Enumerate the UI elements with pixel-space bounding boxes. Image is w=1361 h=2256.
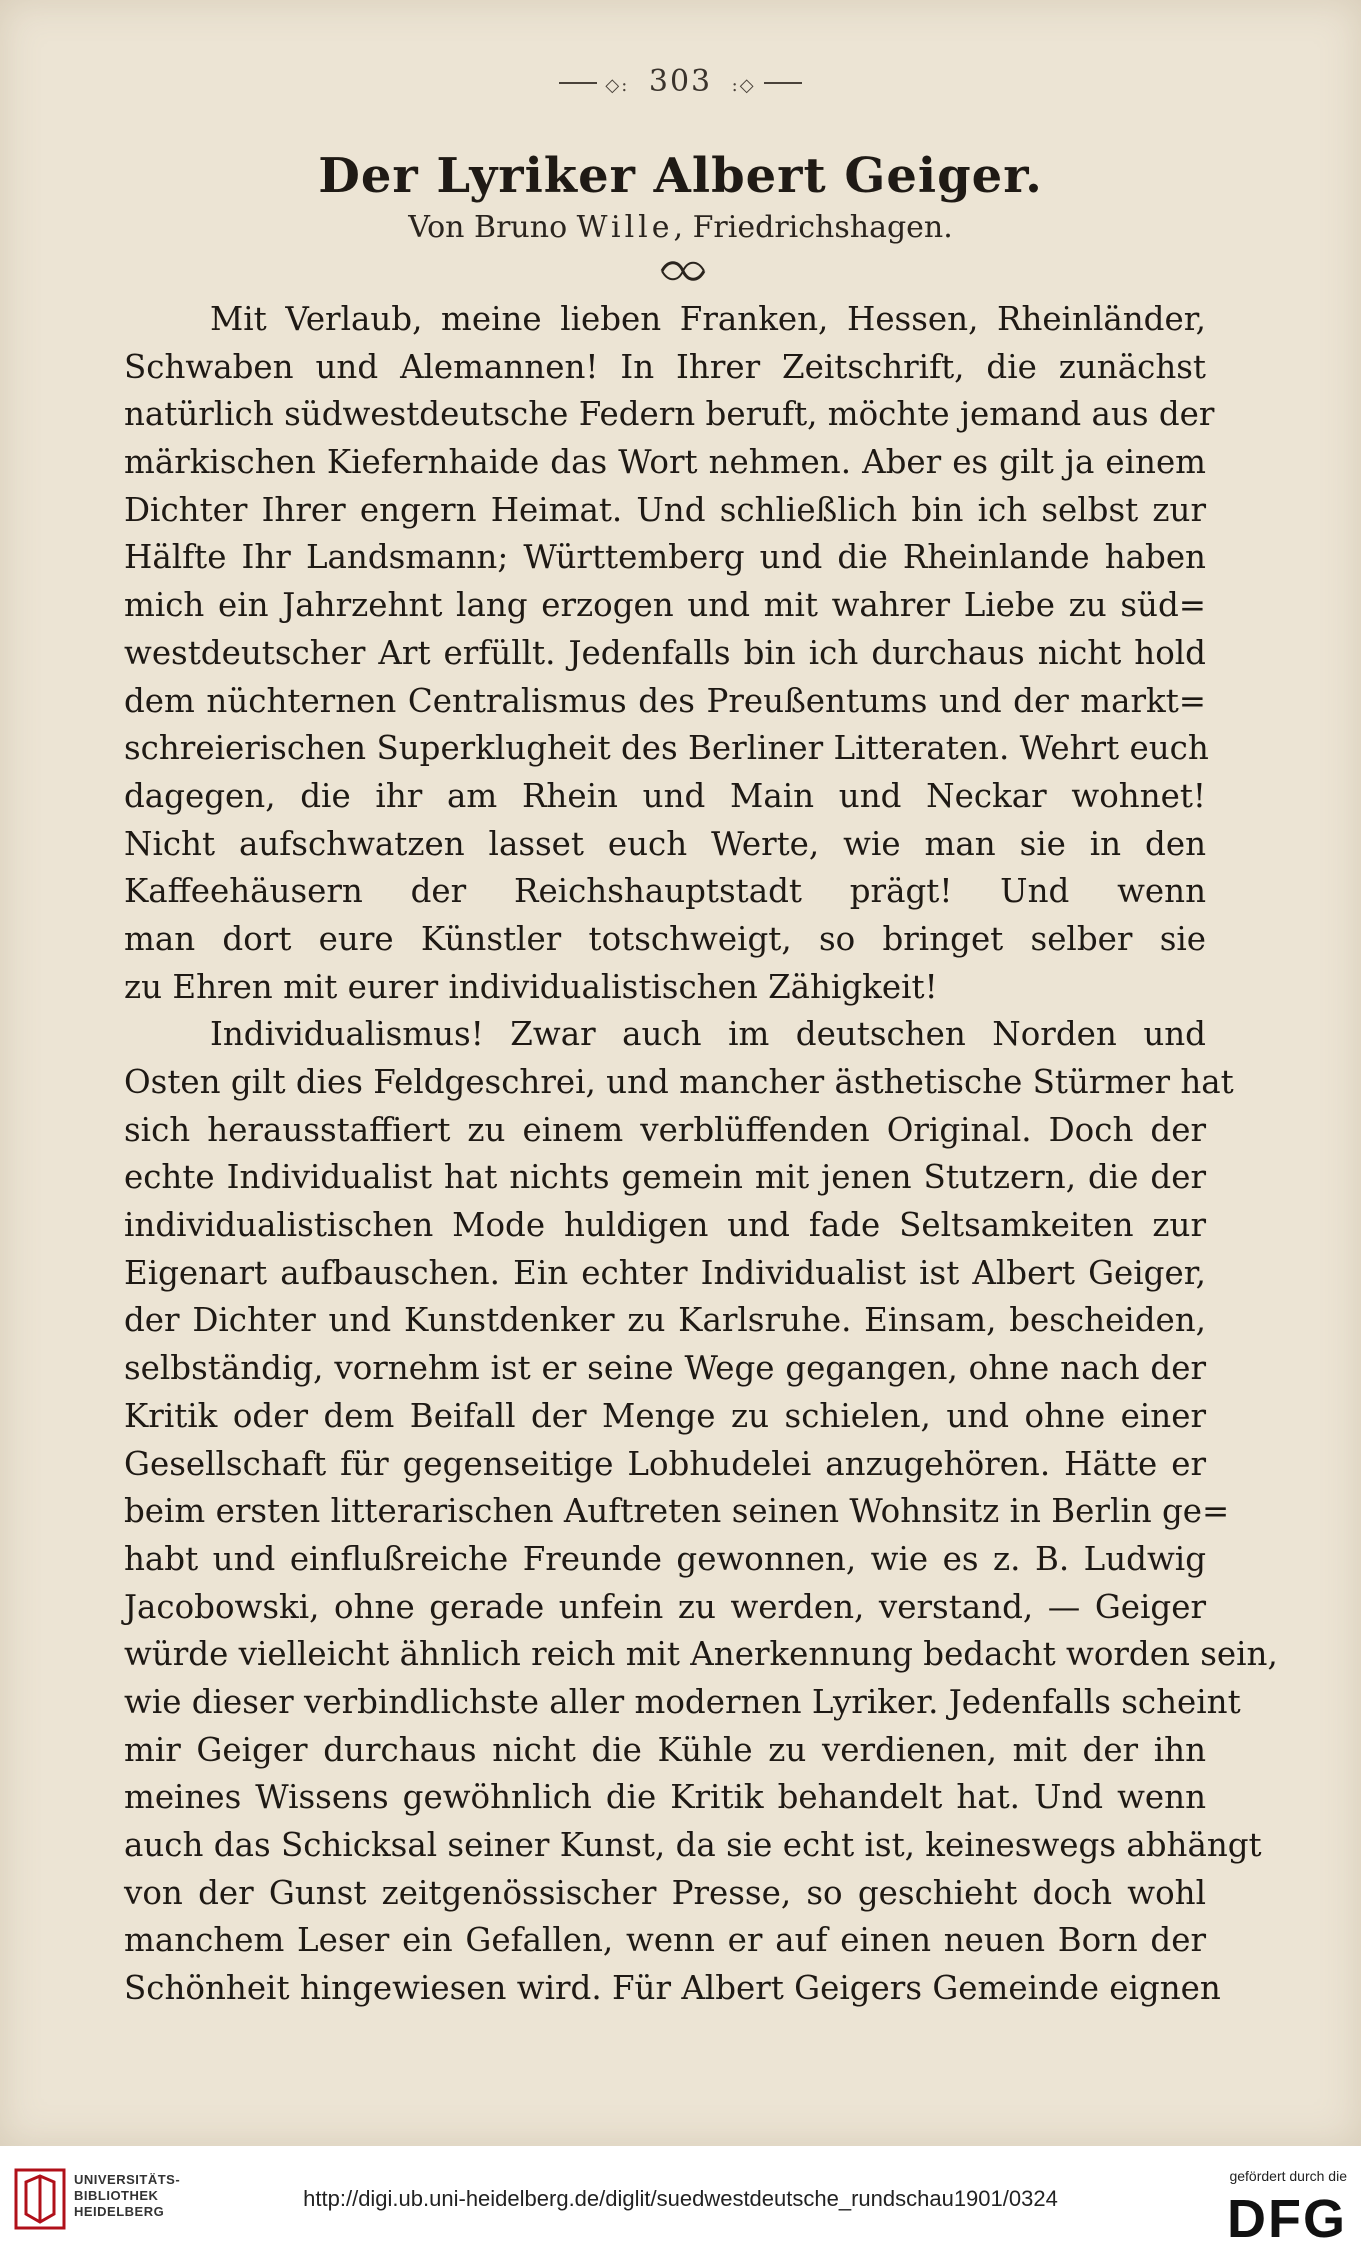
page-header bbox=[0, 64, 1361, 99]
text-line: man dort eure Künstler totschweigt, so bringet selber sie bbox=[124, 919, 1206, 958]
library-name-line: UNIVERSITÄTS- bbox=[74, 2172, 181, 2187]
flourish-ornament-icon bbox=[658, 258, 708, 284]
text-line: selbständig, vornehm ist er seine Wege gegangen, ohne nach der bbox=[124, 1349, 1206, 1388]
text-line: Eigenart aufbauschen. Ein echter Individualist ist Albert Geiger, bbox=[124, 1253, 1206, 1292]
text-line: westdeutscher Art erfüllt. Jedenfalls bin ich durchaus nicht hold bbox=[124, 633, 1206, 672]
text-line: Osten gilt dies Feldgeschrei, und mancher ästhetische Stürmer hat bbox=[124, 1063, 1234, 1101]
text-line: Individualismus! Zwar auch im deutschen Norden und bbox=[210, 1015, 1206, 1054]
text-line: Hälfte Ihr Landsmann; Württemberg und die Rheinlande haben bbox=[124, 538, 1206, 577]
text-line: sich herausstaffiert zu einem verblüffenden Original. Doch der bbox=[124, 1110, 1206, 1149]
source-url-link[interactable]: http://digi.ub.uni-heidelberg.de/diglit/suedwestdeutsche_rundschau1901/0324 bbox=[303, 2186, 1058, 2211]
text-line: auch das Schicksal seiner Kunst, da sie echt ist, keineswegs abhängt bbox=[124, 1826, 1262, 1864]
text-line: echte Individualist hat nichts gemein mit jenen Stutzern, die der bbox=[124, 1158, 1206, 1197]
text-line: Kritik oder dem Beifall der Menge zu schielen, und ohne einer bbox=[124, 1396, 1206, 1435]
article-title: Der Lyriker Albert Geiger. bbox=[318, 148, 1043, 204]
sponsor-caption: gefördert durch die bbox=[1229, 2168, 1347, 2184]
text-line: Jacobowski, ohne gerade unfein zu werden, verstand, — Geiger bbox=[124, 1587, 1206, 1626]
viewer-footer bbox=[0, 2146, 1361, 2256]
header-ornament-left: ◇: bbox=[605, 75, 630, 96]
text-line: würde vielleicht ähnlich reich mit Anerkennung bedacht worden sein, bbox=[124, 1635, 1278, 1674]
text-line: von der Gunst zeitgenössischer Presse, so geschieht doch wohl bbox=[124, 1873, 1206, 1912]
header-rule-right bbox=[764, 82, 802, 84]
library-name-line: HEIDELBERG bbox=[74, 2204, 165, 2219]
byline-suffix: , Friedrichshagen. bbox=[673, 210, 953, 245]
header-ornament-right: :◇ bbox=[731, 75, 756, 96]
text-line: schreierischen Superklugheit des Berliner Litteraten. Wehrt euch bbox=[124, 729, 1209, 768]
text-line: wie dieser verbindlichste aller modernen Lyriker. Jedenfalls scheint bbox=[124, 1682, 1241, 1721]
text-line: mir Geiger durchaus nicht die Kühle zu verdienen, mit der ihn bbox=[124, 1730, 1206, 1769]
text-line: märkischen Kiefernhaide das Wort nehmen. Aber es gilt ja einem bbox=[124, 443, 1206, 482]
text-line: Kaffeehäusern der Reichshauptstadt prägt! Und wenn bbox=[124, 872, 1206, 911]
text-line: Schönheit hingewiesen wird. Für Albert Geigers Gemeinde eignen bbox=[124, 1969, 1221, 2008]
header-rule-left bbox=[559, 82, 597, 84]
article-byline bbox=[0, 210, 1361, 245]
text-line: der Dichter und Kunstdenker zu Karlsruhe. Einsam, bescheiden, bbox=[124, 1301, 1206, 1340]
library-name-line: BIBLIOTHEK bbox=[74, 2188, 159, 2203]
text-line: mich ein Jahrzehnt lang erzogen und mit wahrer Liebe zu süd= bbox=[124, 586, 1206, 625]
byline-prefix: Von Bruno bbox=[408, 210, 577, 245]
article-body bbox=[124, 296, 1278, 2013]
text-line: zu Ehren mit eurer individualistischen Zähigkeit! bbox=[124, 967, 938, 1006]
text-line: Gesellschaft für gegenseitige Lobhudelei anzugehören. Hätte er bbox=[124, 1444, 1206, 1483]
text-line: Dichter Ihrer engern Heimat. Und schließlich bin ich selbst zur bbox=[124, 490, 1206, 529]
text-line: Mit Verlaub, meine lieben Franken, Hessen, Rheinländer, bbox=[210, 300, 1206, 338]
page-number: 303 bbox=[648, 64, 713, 99]
text-line: manchem Leser ein Gefallen, wenn er auf einen neuen Born der bbox=[124, 1921, 1206, 1960]
text-line: dem nüchternen Centralismus des Preußentums und der markt= bbox=[124, 681, 1206, 720]
text-line: habt und einflußreiche Freunde gewonnen, wie es z. B. Ludwig bbox=[124, 1539, 1206, 1578]
text-line: meines Wissens gewöhnlich die Kritik behandelt hat. Und wenn bbox=[124, 1778, 1206, 1817]
text-line: Schwaben und Alemannen! In Ihrer Zeitschrift, die zunächst bbox=[124, 347, 1206, 386]
text-line: Nicht aufschwatzen lasset euch Werte, wie man sie in den bbox=[124, 824, 1206, 863]
dfg-logo: DFG bbox=[1227, 2189, 1347, 2249]
text-line: beim ersten litterarischen Auftreten seinen Wohnsitz in Berlin ge= bbox=[124, 1492, 1230, 1531]
byline-name: Wille bbox=[576, 210, 674, 245]
text-line: individualistischen Mode huldigen und fade Seltsamkeiten zur bbox=[124, 1206, 1206, 1245]
text-line: dagegen, die ihr am Rhein und Main und Neckar wohnet! bbox=[124, 776, 1206, 815]
text-line: natürlich südwestdeutsche Federn beruft, möchte jemand aus der bbox=[124, 395, 1215, 434]
